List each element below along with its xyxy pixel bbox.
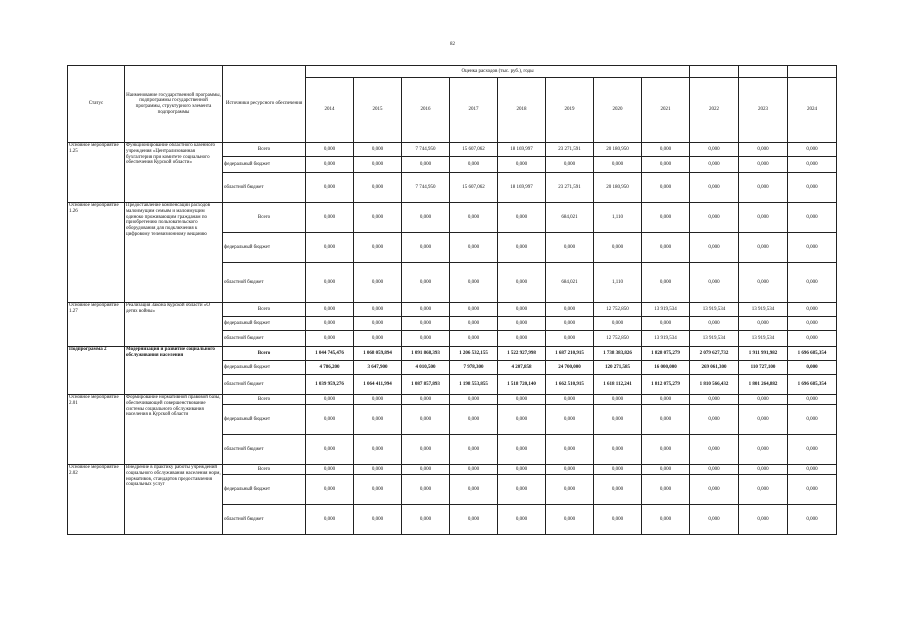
row-value: 1 522 927,998	[498, 347, 546, 361]
row-value: 1 911 991,982	[739, 347, 788, 361]
row-value: 0,000	[498, 203, 546, 233]
row-value: 0,000	[642, 395, 690, 405]
row-value: 0,000	[739, 435, 788, 465]
row-value: 0,000	[402, 395, 450, 405]
row-status: Основное мероприятие 1.26	[68, 203, 125, 303]
row-value: 0,000	[402, 331, 450, 347]
row-value: 0,000	[788, 435, 837, 465]
row-value: 0,000	[450, 465, 498, 475]
row-value: 0,000	[642, 505, 690, 535]
row-value: 0,000	[354, 303, 402, 317]
row-value: 0,000	[402, 475, 450, 505]
table-body	[68, 143, 837, 535]
row-value: 0,000	[690, 465, 739, 475]
row-value: 0,000	[739, 157, 788, 173]
row-value: 0,000	[354, 157, 402, 173]
row-value: 1 087 857,893	[402, 375, 450, 395]
row-source: федеральный бюджет	[223, 405, 306, 435]
row-value: 0,000	[788, 303, 837, 317]
row-value: 16 000,000	[642, 361, 690, 375]
row-source: Всего	[223, 465, 306, 475]
header-year: 2017	[450, 78, 498, 143]
row-value: 0,000	[306, 203, 354, 233]
row-value: 0,000	[306, 435, 354, 465]
row-value: 0,000	[788, 361, 837, 375]
row-value: 0,000	[788, 233, 837, 263]
row-value: 0,000	[642, 475, 690, 505]
row-status: Основное мероприятие 1.27	[68, 303, 125, 347]
row-value: 0,000	[450, 157, 498, 173]
row-value: 7 744,950	[402, 173, 450, 203]
row-value: 0,000	[402, 405, 450, 435]
row-value: 0,000	[354, 143, 402, 157]
row-value: 1,110	[594, 263, 642, 303]
row-source: федеральный бюджет	[223, 475, 306, 505]
row-value: 0,000	[788, 317, 837, 331]
row-value: 0,000	[498, 395, 546, 405]
row-value: 18 169,997	[498, 173, 546, 203]
row-value: 0,000	[546, 435, 594, 465]
header-year: 2016	[402, 78, 450, 143]
row-value: 1 801 264,882	[739, 375, 788, 395]
row-value: 1 064 411,994	[354, 375, 402, 395]
row-value: 0,000	[690, 405, 739, 435]
row-value: 1 810 566,432	[690, 375, 739, 395]
row-value: 13 919,534	[739, 303, 788, 317]
row-value: 0,000	[546, 331, 594, 347]
row-value: 18 169,997	[498, 143, 546, 157]
header-year: 2014	[306, 78, 354, 143]
row-value: 0,000	[690, 233, 739, 263]
row-value: 12 752,850	[594, 303, 642, 317]
row-value: 1 696 685,354	[788, 347, 837, 361]
row-value: 0,000	[306, 143, 354, 157]
table-header	[68, 66, 837, 143]
row-value: 0,000	[690, 395, 739, 405]
row-value: 0,000	[354, 475, 402, 505]
row-value: 13 919,534	[690, 303, 739, 317]
row-value: 13 919,534	[690, 331, 739, 347]
row-value: 0,000	[642, 233, 690, 263]
row-value: 0,000	[306, 465, 354, 475]
row-value: 0,000	[594, 157, 642, 173]
row-value: 0,000	[642, 143, 690, 157]
row-value: 0,000	[450, 303, 498, 317]
row-value: 0,000	[450, 331, 498, 347]
row-value: 0,000	[739, 395, 788, 405]
row-value: 1,110	[594, 203, 642, 233]
row-value: 0,000	[690, 475, 739, 505]
row-value: 0,000	[354, 435, 402, 465]
header-estimate: Оценка расходов (тыс. руб.), годы	[306, 66, 690, 78]
row-value: 0,000	[788, 157, 837, 173]
row-source: федеральный бюджет	[223, 361, 306, 375]
row-value: 0,000	[402, 465, 450, 475]
row-status: Основное мероприятие 2.01	[68, 395, 125, 465]
row-value: 0,000	[498, 331, 546, 347]
row-value: 0,000	[354, 505, 402, 535]
row-value: 0,000	[594, 435, 642, 465]
row-status: Подпрограмма 2	[68, 347, 125, 395]
row-status: Основное мероприятие 2.02	[68, 465, 125, 535]
row-value: 0,000	[546, 157, 594, 173]
row-value: 1 198 553,855	[450, 375, 498, 395]
row-value: 0,000	[354, 233, 402, 263]
row-value: 0,000	[354, 395, 402, 405]
row-value: 0,000	[739, 233, 788, 263]
row-value: 269 061,300	[690, 361, 739, 375]
row-value: 1 068 059,894	[354, 347, 402, 361]
row-value: 0,000	[690, 435, 739, 465]
row-value: 0,000	[642, 435, 690, 465]
header-status: Статус	[68, 66, 125, 143]
row-value: 0,000	[788, 475, 837, 505]
row-value: 0,000	[546, 405, 594, 435]
row-source: областной бюджет	[223, 435, 306, 465]
row-value: 0,000	[306, 173, 354, 203]
row-value: 0,000	[739, 475, 788, 505]
row-source: областной бюджет	[223, 505, 306, 535]
row-value: 0,000	[354, 263, 402, 303]
row-value: 0,000	[690, 263, 739, 303]
row-value: 0,000	[354, 405, 402, 435]
row-value: 1 828 075,279	[642, 347, 690, 361]
row-value: 0,000	[739, 405, 788, 435]
row-value: 0,000	[739, 173, 788, 203]
row-value: 0,000	[498, 435, 546, 465]
row-value: 0,000	[498, 475, 546, 505]
header-year: 2021	[642, 78, 690, 143]
row-value: 23 271,591	[546, 173, 594, 203]
row-status: Основное мероприятие 1.25	[68, 143, 125, 203]
row-value: 0,000	[498, 405, 546, 435]
row-value: 0,000	[306, 405, 354, 435]
row-value: 684,021	[546, 203, 594, 233]
row-value: 0,000	[788, 505, 837, 535]
row-value: 1 039 959,276	[306, 375, 354, 395]
row-value: 0,000	[642, 173, 690, 203]
table-row	[68, 347, 837, 361]
header-year: 2018	[498, 78, 546, 143]
row-value: 0,000	[546, 303, 594, 317]
row-value: 0,000	[450, 317, 498, 331]
row-value: 0,000	[402, 303, 450, 317]
row-value: 13 919,534	[642, 303, 690, 317]
row-value: 0,000	[306, 475, 354, 505]
row-value: 0,000	[450, 395, 498, 405]
row-source: федеральный бюджет	[223, 157, 306, 173]
row-value: 0,000	[546, 233, 594, 263]
row-value: 15 607,062	[450, 173, 498, 203]
row-value: 1 091 868,393	[402, 347, 450, 361]
row-value: 0,000	[498, 233, 546, 263]
row-value: 20 180,950	[594, 173, 642, 203]
row-value: 0,000	[594, 505, 642, 535]
row-value: 0,000	[690, 173, 739, 203]
budget-table	[67, 65, 837, 535]
row-source: областной бюджет	[223, 375, 306, 395]
row-value: 0,000	[739, 317, 788, 331]
header-name: Наименование государственной программы, подпрограммы государственной программы, структурного элемента подпрограммы	[125, 66, 223, 143]
row-value: 0,000	[306, 233, 354, 263]
header-year: 2023	[739, 78, 788, 143]
row-value: 684,021	[546, 263, 594, 303]
row-value: 0,000	[690, 317, 739, 331]
header-year: 2024	[788, 78, 837, 143]
row-value: 1 518 720,140	[498, 375, 546, 395]
row-value: 0,000	[498, 157, 546, 173]
row-source: Всего	[223, 203, 306, 233]
row-value: 0,000	[739, 263, 788, 303]
row-value: 0,000	[642, 405, 690, 435]
row-value: 0,000	[306, 395, 354, 405]
row-value: 0,000	[642, 157, 690, 173]
row-value: 3 647,900	[354, 361, 402, 375]
row-value: 0,000	[306, 505, 354, 535]
row-value: 1 662 510,915	[546, 375, 594, 395]
table-row	[68, 303, 837, 317]
row-value: 0,000	[354, 203, 402, 233]
row-source: федеральный бюджет	[223, 317, 306, 331]
page-number: 82	[450, 42, 455, 47]
row-name: Предоставление компенсации расходов малоимущим семьям и малоимущим одиноко проживающим гражданам по приобретению пользовательского оборудования для подключения к цифровому телевизионному вещанию	[125, 203, 223, 303]
row-value: 24 700,000	[546, 361, 594, 375]
row-value: 0,000	[306, 263, 354, 303]
header-blank	[739, 66, 788, 78]
row-value: 0,000	[642, 317, 690, 331]
row-value: 15 607,062	[450, 143, 498, 157]
row-value: 0,000	[402, 157, 450, 173]
row-value: 7 744,950	[402, 143, 450, 157]
row-value: 0,000	[450, 405, 498, 435]
row-value: 1 206 532,155	[450, 347, 498, 361]
row-value: 0,000	[354, 173, 402, 203]
row-value: 0,000	[690, 505, 739, 535]
row-value: 0,000	[594, 405, 642, 435]
row-value: 13 919,534	[642, 331, 690, 347]
row-value: 0,000	[498, 505, 546, 535]
row-value: 0,000	[642, 203, 690, 233]
row-value: 0,000	[402, 317, 450, 331]
header-year: 2020	[594, 78, 642, 143]
row-value: 0,000	[788, 173, 837, 203]
row-value: 0,000	[788, 143, 837, 157]
row-value: 0,000	[450, 233, 498, 263]
row-value: 0,000	[306, 157, 354, 173]
row-value: 20 180,950	[594, 143, 642, 157]
row-name: Функционирование областного казенного учреждения «Централизованная бухгалтерия при комитете социального обеспечения Курской области»	[125, 143, 223, 203]
row-name: Внедрение в практику работы учреждений социального обслуживания населения норм, нормативов, стандартов предоставления социальных услуг	[125, 465, 223, 535]
row-value: 4 786,200	[306, 361, 354, 375]
row-value: 1 687 210,915	[546, 347, 594, 361]
row-value: 0,000	[402, 203, 450, 233]
row-value: 0,000	[546, 475, 594, 505]
row-value: 0,000	[642, 263, 690, 303]
row-value: 1 812 075,279	[642, 375, 690, 395]
table-row	[68, 203, 837, 233]
row-value: 4 010,500	[402, 361, 450, 375]
row-value: 0,000	[354, 317, 402, 331]
row-value: 0,000	[690, 203, 739, 233]
row-value: 110 727,100	[739, 361, 788, 375]
table-row	[68, 395, 837, 405]
row-source: Всего	[223, 303, 306, 317]
row-value: 0,000	[739, 505, 788, 535]
row-value: 0,000	[498, 317, 546, 331]
row-value: 0,000	[450, 203, 498, 233]
row-value: 0,000	[402, 263, 450, 303]
row-source: областной бюджет	[223, 173, 306, 203]
table-row	[68, 465, 837, 475]
row-value: 4 207,858	[498, 361, 546, 375]
row-value: 0,000	[594, 475, 642, 505]
header-year: 2015	[354, 78, 402, 143]
row-source: федеральный бюджет	[223, 233, 306, 263]
row-source: Всего	[223, 395, 306, 405]
row-source: областной бюджет	[223, 331, 306, 347]
row-value: 0,000	[450, 475, 498, 505]
row-value: 0,000	[788, 465, 837, 475]
row-value: 0,000	[546, 465, 594, 475]
header-blank	[690, 66, 739, 78]
row-value: 0,000	[788, 405, 837, 435]
row-value: 1 696 685,354	[788, 375, 837, 395]
row-value: 0,000	[788, 395, 837, 405]
table-row	[68, 143, 837, 157]
row-value: 1 044 745,476	[306, 347, 354, 361]
row-value: 0,000	[642, 465, 690, 475]
row-value: 0,000	[788, 331, 837, 347]
row-value: 0,000	[788, 263, 837, 303]
row-source: Всего	[223, 347, 306, 361]
row-source: областной бюджет	[223, 263, 306, 303]
row-value: 0,000	[690, 143, 739, 157]
row-value: 0,000	[402, 435, 450, 465]
row-name: Реализация Закона Курской области «О детях войны»	[125, 303, 223, 347]
row-value: 23 271,591	[546, 143, 594, 157]
row-value: 0,000	[788, 203, 837, 233]
row-value: 0,000	[739, 143, 788, 157]
row-value: 0,000	[498, 263, 546, 303]
row-value: 0,000	[450, 263, 498, 303]
row-value: 0,000	[546, 317, 594, 331]
row-value: 0,000	[354, 331, 402, 347]
row-value: 0,000	[354, 465, 402, 475]
row-value: 13 919,534	[739, 331, 788, 347]
row-value: 1 738 383,826	[594, 347, 642, 361]
row-value: 12 752,850	[594, 331, 642, 347]
row-value: 0,000	[306, 317, 354, 331]
header-source: Источники ресурсного обеспечения	[223, 66, 306, 143]
row-value: 0,000	[498, 465, 546, 475]
row-value: 0,000	[594, 465, 642, 475]
row-value: 0,000	[690, 157, 739, 173]
row-value: 0,000	[594, 233, 642, 263]
header-blank	[788, 66, 837, 78]
row-name: Модернизация и развитие социального обслуживания населения	[125, 347, 223, 395]
row-value: 0,000	[498, 303, 546, 317]
row-value: 0,000	[402, 233, 450, 263]
header-year: 2022	[690, 78, 739, 143]
row-value: 1 618 112,241	[594, 375, 642, 395]
row-source: Всего	[223, 143, 306, 157]
row-value: 0,000	[546, 395, 594, 405]
header-year: 2019	[546, 78, 594, 143]
row-value: 0,000	[546, 505, 594, 535]
row-value: 0,000	[739, 465, 788, 475]
row-value: 2 079 627,732	[690, 347, 739, 361]
row-name: Формирование нормативной правовой базы, обеспечивающей совершенствование системы социального обслуживания населения в Курской области	[125, 395, 223, 465]
row-value: 120 271,585	[594, 361, 642, 375]
row-value: 0,000	[306, 303, 354, 317]
row-value: 7 978,300	[450, 361, 498, 375]
row-value: 0,000	[450, 505, 498, 535]
row-value: 0,000	[594, 395, 642, 405]
row-value: 0,000	[306, 331, 354, 347]
row-value: 0,000	[402, 505, 450, 535]
row-value: 0,000	[450, 435, 498, 465]
row-value: 0,000	[739, 203, 788, 233]
row-value: 0,000	[594, 317, 642, 331]
